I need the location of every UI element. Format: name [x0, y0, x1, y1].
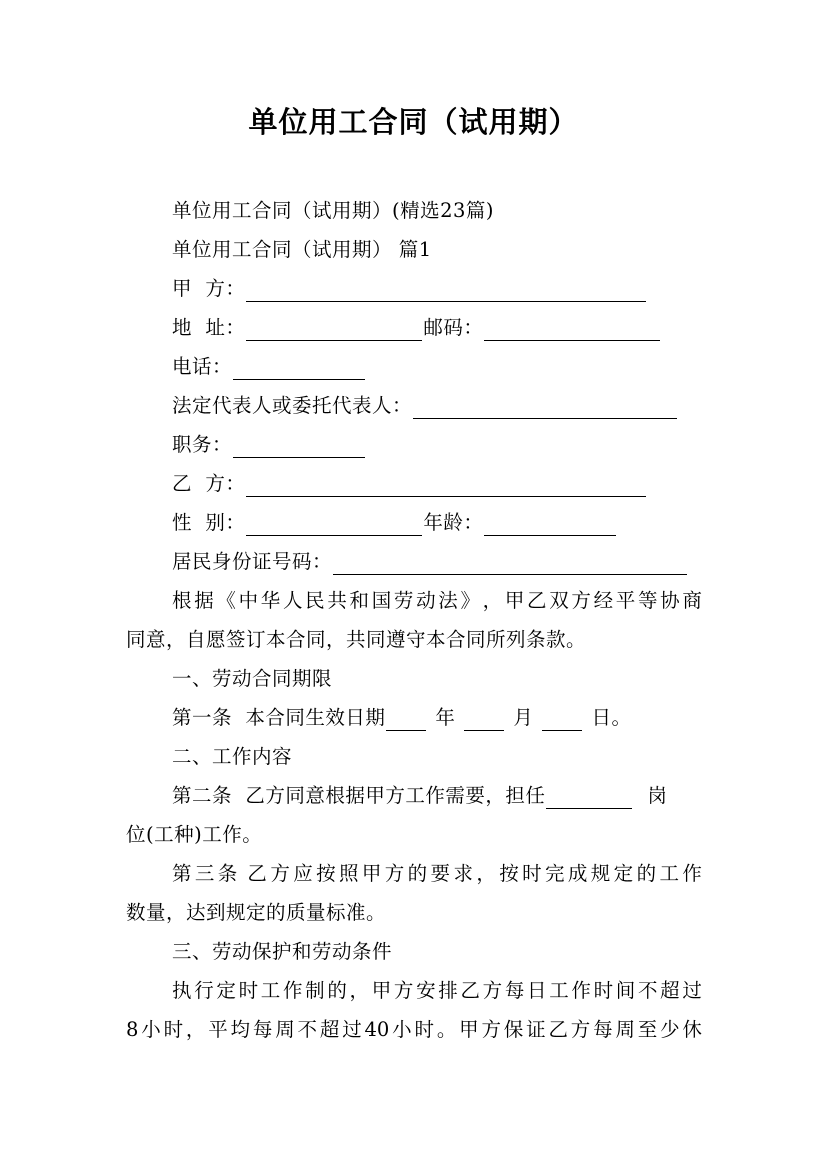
- section-heading: 单位用工合同（试用期） 篇1: [172, 238, 432, 261]
- hours-line-1-text: 执 行 定 时 工 作 制 的 ， 甲 方 安 排 乙 方 每 日 工 作 时 间 不 超 过: [172, 979, 702, 1002]
- gender-row: [172, 510, 617, 536]
- article-2-line-2: 位(工种)工作。: [126, 823, 263, 846]
- party-a-blank[interactable]: [246, 281, 646, 302]
- article-1-day-blank[interactable]: [542, 710, 582, 731]
- postcode-blank[interactable]: [484, 320, 660, 341]
- party-a-row: [172, 276, 647, 302]
- hours-line-2: [126, 1017, 702, 1043]
- id-blank[interactable]: [333, 554, 687, 575]
- phone-label: 电话：: [172, 355, 233, 378]
- age-label: 年龄：: [423, 511, 484, 534]
- article-2-line-1: [172, 783, 667, 809]
- chapter-2-heading: 二、工作内容: [172, 745, 293, 768]
- legal-rep-blank[interactable]: [413, 398, 677, 419]
- party-b-row: [172, 471, 647, 497]
- article-1-row: [172, 705, 631, 731]
- gender-label: 性 别：: [172, 511, 246, 534]
- article-2-post-blank[interactable]: [546, 788, 632, 809]
- address-row: [172, 315, 661, 341]
- id-label: 居民身份证号码：: [172, 550, 333, 573]
- address-blank[interactable]: [246, 320, 422, 341]
- article-3-line-1-text: 第 三 条 乙 方 应 按 照 甲 方 的 要 求 ， 按 时 完 成 规 定 的 工 作: [172, 862, 702, 885]
- id-row: [172, 549, 688, 575]
- party-a-label: 甲 方：: [172, 277, 246, 300]
- document-title: 单位用工合同（试用期）: [248, 105, 579, 139]
- position-blank[interactable]: [233, 437, 365, 458]
- article-2-prefix: 第二条 乙方同意根据甲方工作需要，担任: [172, 784, 546, 807]
- article-1-prefix: 第一条 本合同生效日期: [172, 706, 386, 729]
- postcode-label: 邮码：: [423, 316, 484, 339]
- hours-line-1: [172, 978, 702, 1004]
- chapter-1-heading: 一、劳动合同期限: [172, 667, 333, 690]
- position-row: [172, 432, 366, 458]
- document-subtitle: 单位用工合同（试用期）(精选23篇): [172, 199, 495, 222]
- gender-blank[interactable]: [246, 515, 422, 536]
- age-blank[interactable]: [484, 515, 616, 536]
- hours-line-2-text: 8 小 时 ， 平 均 每 周 不 超 过 40 小 时 。 甲 方 保 证 乙 方 每 周 至 少 休: [126, 1018, 702, 1041]
- legal-rep-label: 法定代表人或委托代表人：: [172, 394, 413, 417]
- article-2-suffix: 岗: [647, 784, 668, 807]
- article-1-year-label: 年: [435, 706, 456, 729]
- article-1-day-label: 日。: [591, 706, 632, 729]
- intro-line-1: [172, 588, 702, 614]
- phone-row: [172, 354, 366, 380]
- phone-blank[interactable]: [233, 359, 365, 380]
- article-3-line-1: [172, 861, 702, 887]
- article-1-month-blank[interactable]: [464, 710, 504, 731]
- party-b-label: 乙 方：: [172, 472, 246, 495]
- chapter-3-heading: 三、劳动保护和劳动条件: [172, 940, 393, 963]
- position-label: 职务：: [172, 433, 233, 456]
- article-3-line-2: 数量，达到规定的质量标准。: [126, 901, 387, 924]
- article-1-month-label: 月: [513, 706, 534, 729]
- address-label: 地 址：: [172, 316, 246, 339]
- intro-line-2: 同意，自愿签订本合同，共同遵守本合同所列条款。: [126, 628, 587, 651]
- legal-rep-row: [172, 393, 678, 419]
- article-1-year-blank[interactable]: [386, 710, 426, 731]
- party-b-blank[interactable]: [246, 476, 646, 497]
- intro-line-1-text: 根 据 《 中 华 人 民 共 和 国 劳 动 法 》 ， 甲 乙 双 方 经 平 等 协 商: [172, 589, 702, 612]
